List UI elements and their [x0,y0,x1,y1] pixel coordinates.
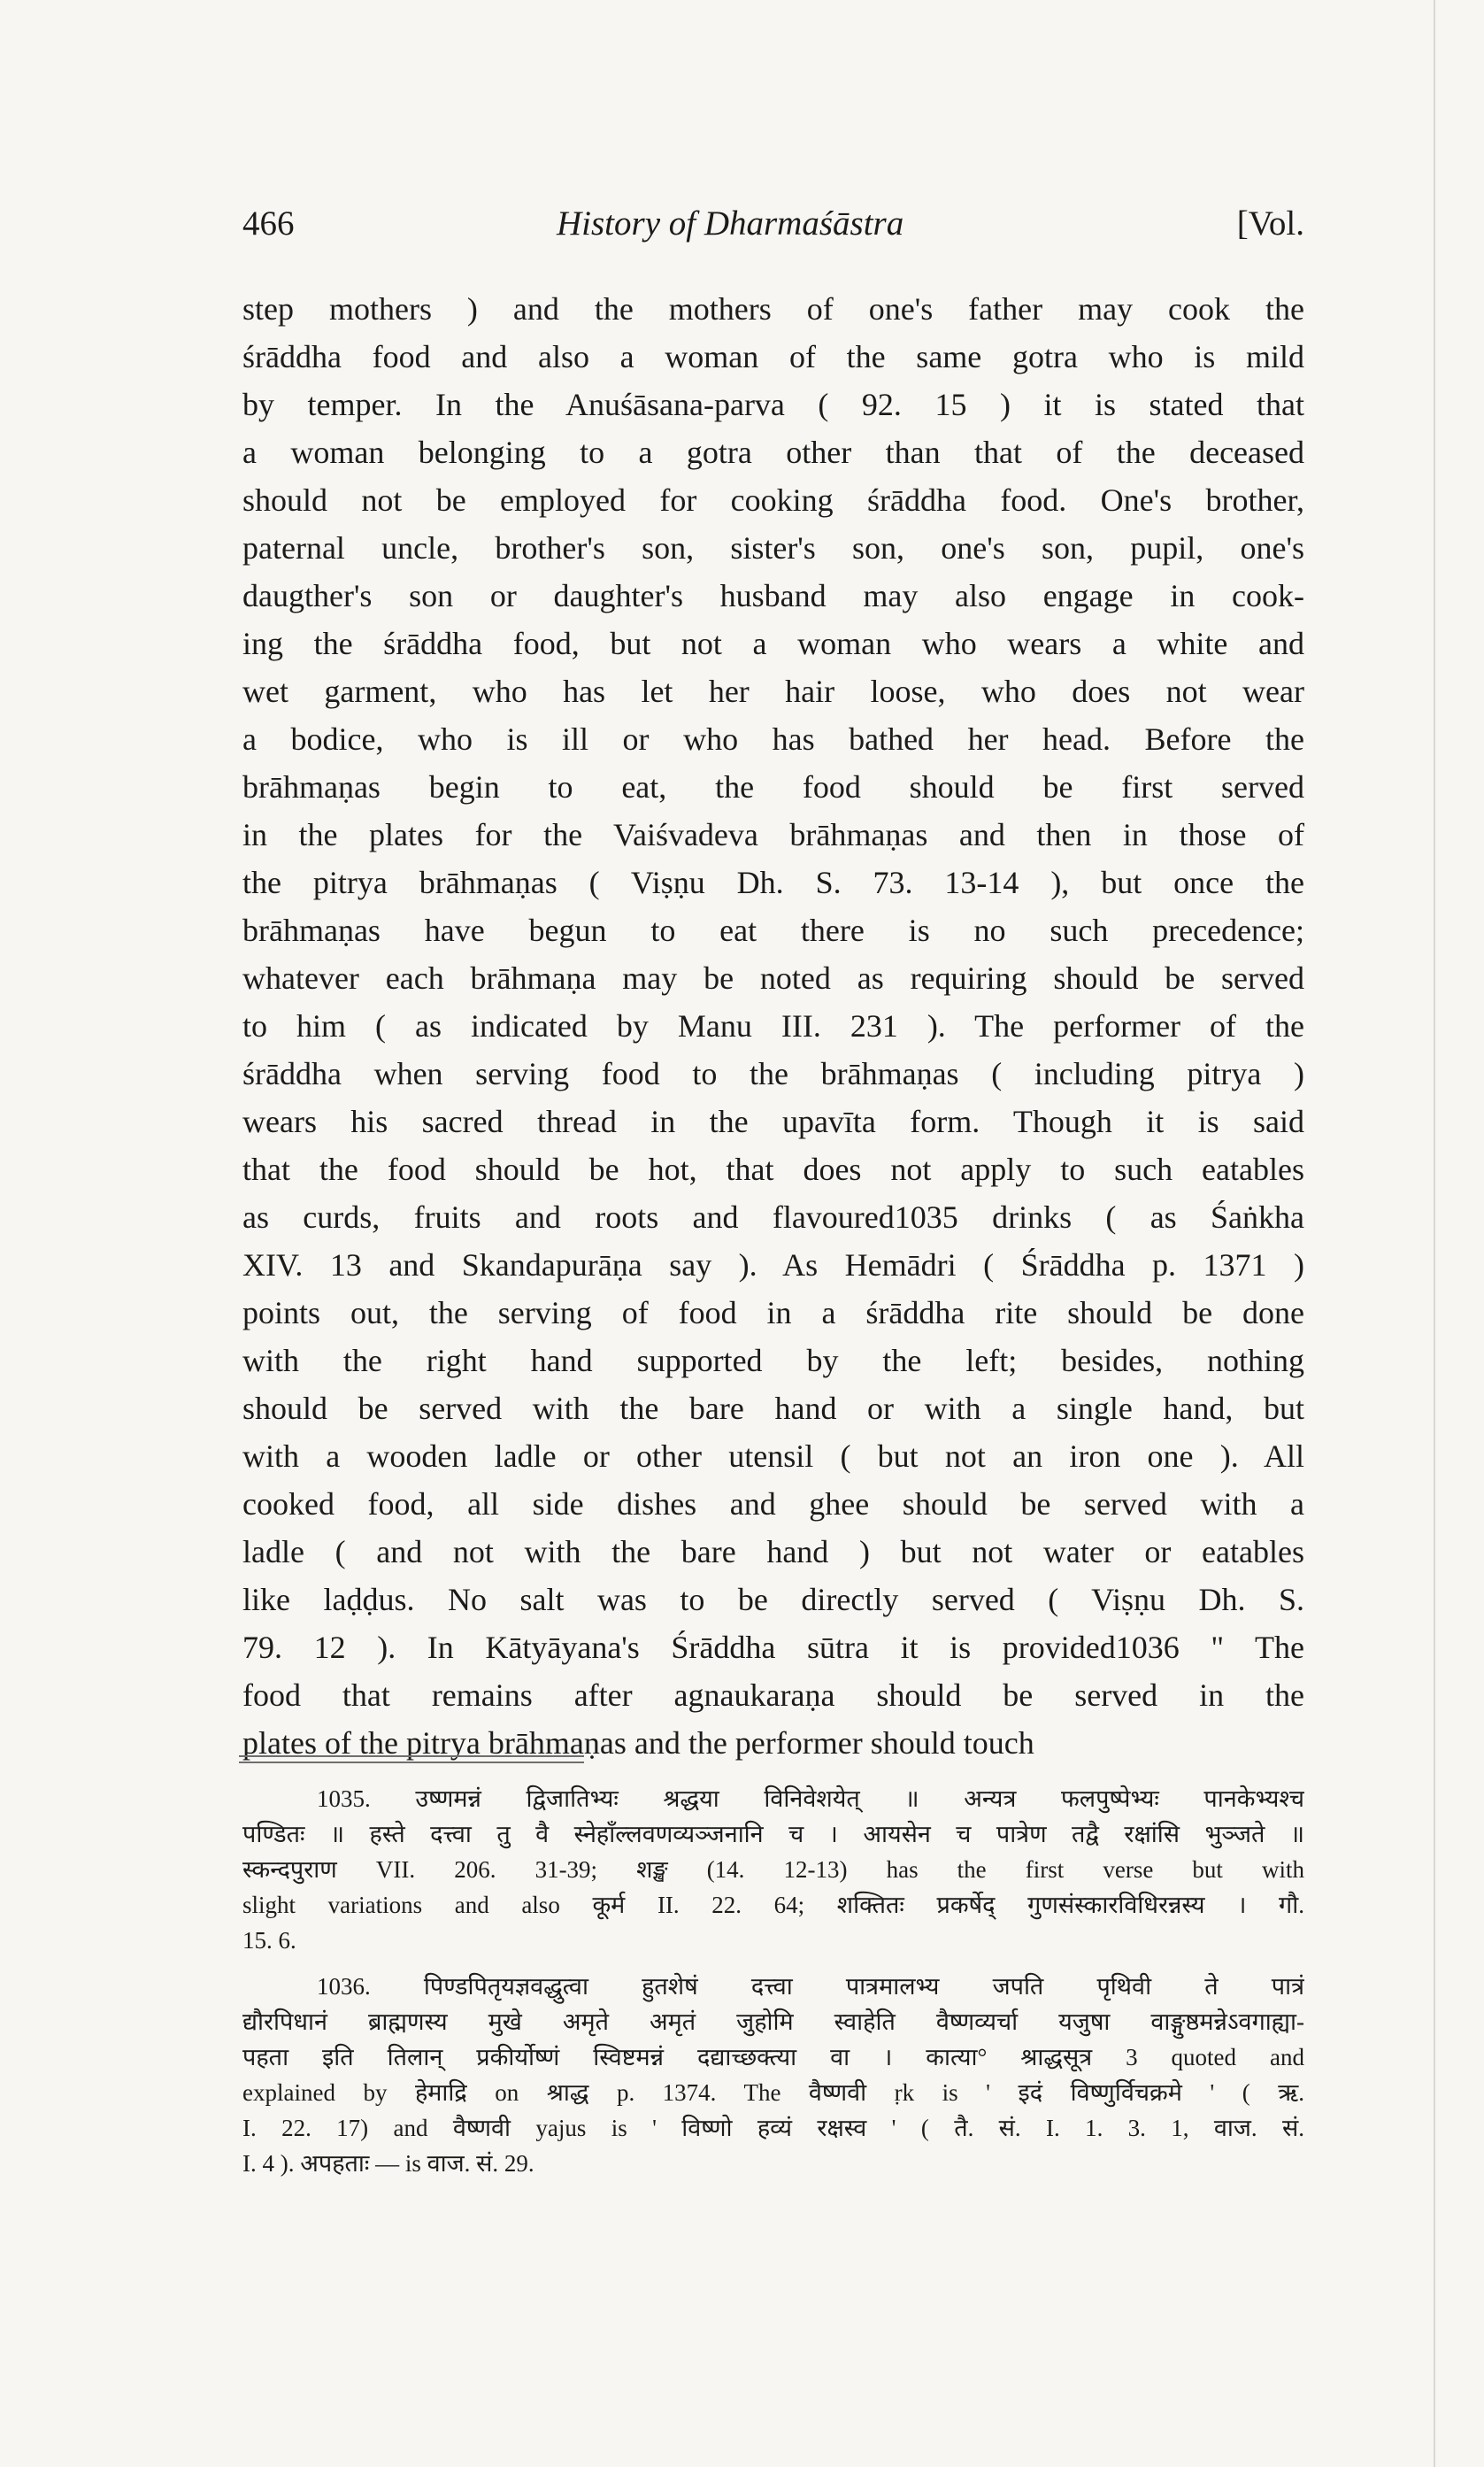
page-edge-line [1434,0,1435,2467]
text-line: in the plates for the Vaiśvadeva brāhmaṇas and then in those of [242,817,1304,852]
text-line: food that remains after agnaukaraṇa should be served in the [242,1677,1304,1713]
text-line: that the food should be hot, that does not apply to such eatables [242,1152,1304,1187]
text-line: whatever each brāhmaṇa may be noted as requiring should be served [242,960,1304,996]
footnote-line: द्यौरपिधानं ब्राह्मणस्य मुखे अमृते अमृतं जुहोमि स्वाहेति वैष्णव्यर्चा यजुषा वाङ्गुष्ठमन्नेऽवगाह्या- [242,2008,1304,2035]
footnote-line: slight variations and also कूर्म II. 22. 64; शक्तितः प्रकर्षेद् गुणसंस्कारविधिरन्नस्य । गौ. [242,1892,1304,1918]
text-line: ladle ( and not with the bare hand ) but not water or eatables [242,1534,1304,1569]
footnote-line: I. 22. 17) and वैष्णवी yajus is ' विष्णो हव्यं रक्षस्व ' ( तै. सं. I. 1. 3. 1, वाज. सं. [242,2115,1304,2141]
footnote-line: 1036. पिण्डपितृयज्ञवद्धुत्वा हुतशेषं दत्त्वा पात्रमालभ्य जपति पृथिवी ते पात्रं [317,1973,1304,2000]
text-line: should be served with the bare hand or with a single hand, but [242,1391,1304,1426]
text-line: śrāddha when serving food to the brāhmaṇas ( including pitrya ) [242,1056,1304,1091]
text-line: paternal uncle, brother's son, sister's son, one's son, pupil, one's [242,530,1304,566]
text-line: cooked food, all side dishes and ghee should be served with a [242,1486,1304,1522]
text-line: with the right hand supported by the left; besides, nothing [242,1343,1304,1378]
footnote-1035 [242,1781,1304,1958]
text-line: wet garment, who has let her hair loose, who does not wear [242,674,1304,709]
text-line: should not be employed for cooking śrāddha food. One's brother, [242,482,1304,518]
footnote-line: पण्डितः ॥ हस्ते दत्त्वा तु वै स्नेहाँल्लवणव्यञ्जनानि च । आयसेन च पात्रेण तद्वै रक्षांसि भुञ्जते ॥ [242,1821,1304,1847]
footnote-line: explained by हेमाद्रि on श्राद्ध p. 1374. The वैष्णवी ṛk is ' इदं विष्णुर्विचक्रमे ' ( ऋ. [242,2079,1304,2106]
footnote-line: पहता इति तिलान् प्रकीर्योष्णं स्विष्टमन्नं दद्याच्छक्त्या वा । कात्या° श्राद्धसूत्र 3 quoted and [242,2044,1304,2070]
page-number: 466 [242,204,295,243]
text-line: step mothers ) and the mothers of one's father may cook the [242,291,1304,327]
text-line: brāhmaṇas begin to eat, the food should be first served [242,769,1304,805]
text-line: wears his sacred thread in the upavīta form. Though it is said [242,1104,1304,1139]
footnote-line: I. 4 ). अपहताः — is वाज. सं. 29. [242,2150,534,2177]
text-line: with a wooden ladle or other utensil ( but not an iron one ). All [242,1438,1304,1474]
text-line: ing the śrāddha food, but not a woman who wears a white and [242,626,1304,661]
text-line: by temper. In the Anuśāsana-parva ( 92. 15 ) it is stated that [242,387,1304,422]
text-line: a bodice, who is ill or who has bathed her head. Before the [242,721,1304,757]
footnote-line: स्कन्दपुराण VII. 206. 31-39; शङ्ख (14. 12-13) has the first verse but with [242,1856,1304,1883]
footnote-gap [242,1958,1304,1969]
text-line: plates of the pitrya brāhmaṇas and the performer should touch [242,1725,1034,1761]
text-line: to him ( as indicated by Manu III. 231 ). The performer of the [242,1008,1304,1044]
footnote-line: 15. 6. [242,1927,296,1954]
text-line: XIV. 13 and Skandapurāṇa say ). As Hemādri ( Śrāddha p. 1371 ) [242,1247,1304,1283]
footnote-line: 1035. उष्णमन्नं द्विजातिभ्यः श्रद्धया विनिवेशयेत् ॥ अन्यत्र फलपुष्पेभ्यः पानकेभ्यश्च [317,1785,1304,1812]
text-line: śrāddha food and also a woman of the same gotra who is mild [242,339,1304,374]
running-header [242,204,1304,248]
text-line: as curds, fruits and roots and flavoured1035 drinks ( as Śaṅkha [242,1199,1304,1235]
footnotes [242,1781,1304,2181]
text-line: the pitrya brāhmaṇas ( Viṣṇu Dh. S. 73. 13-14 ), but once the [242,865,1304,900]
text-line: like laḍḍus. No salt was to be directly served ( Viṣṇu Dh. S. [242,1582,1304,1617]
text-line: 79. 12 ). In Kātyāyana's Śrāddha sūtra it is provided1036 " The [242,1630,1304,1665]
volume-marker: [Vol. [1236,204,1304,243]
running-title: History of Dharmaśāstra [557,204,904,243]
footnote-1036 [242,1969,1304,2181]
text-line: points out, the serving of food in a śrāddha rite should be done [242,1295,1304,1330]
footnote-divider [239,1755,584,1763]
text-line: daugther's son or daughter's husband may also engage in cook- [242,578,1304,613]
text-line: brāhmaṇas have begun to eat there is no such precedence; [242,913,1304,948]
text-line: a woman belonging to a gotra other than that of the deceased [242,435,1304,470]
main-text [242,285,1304,1767]
